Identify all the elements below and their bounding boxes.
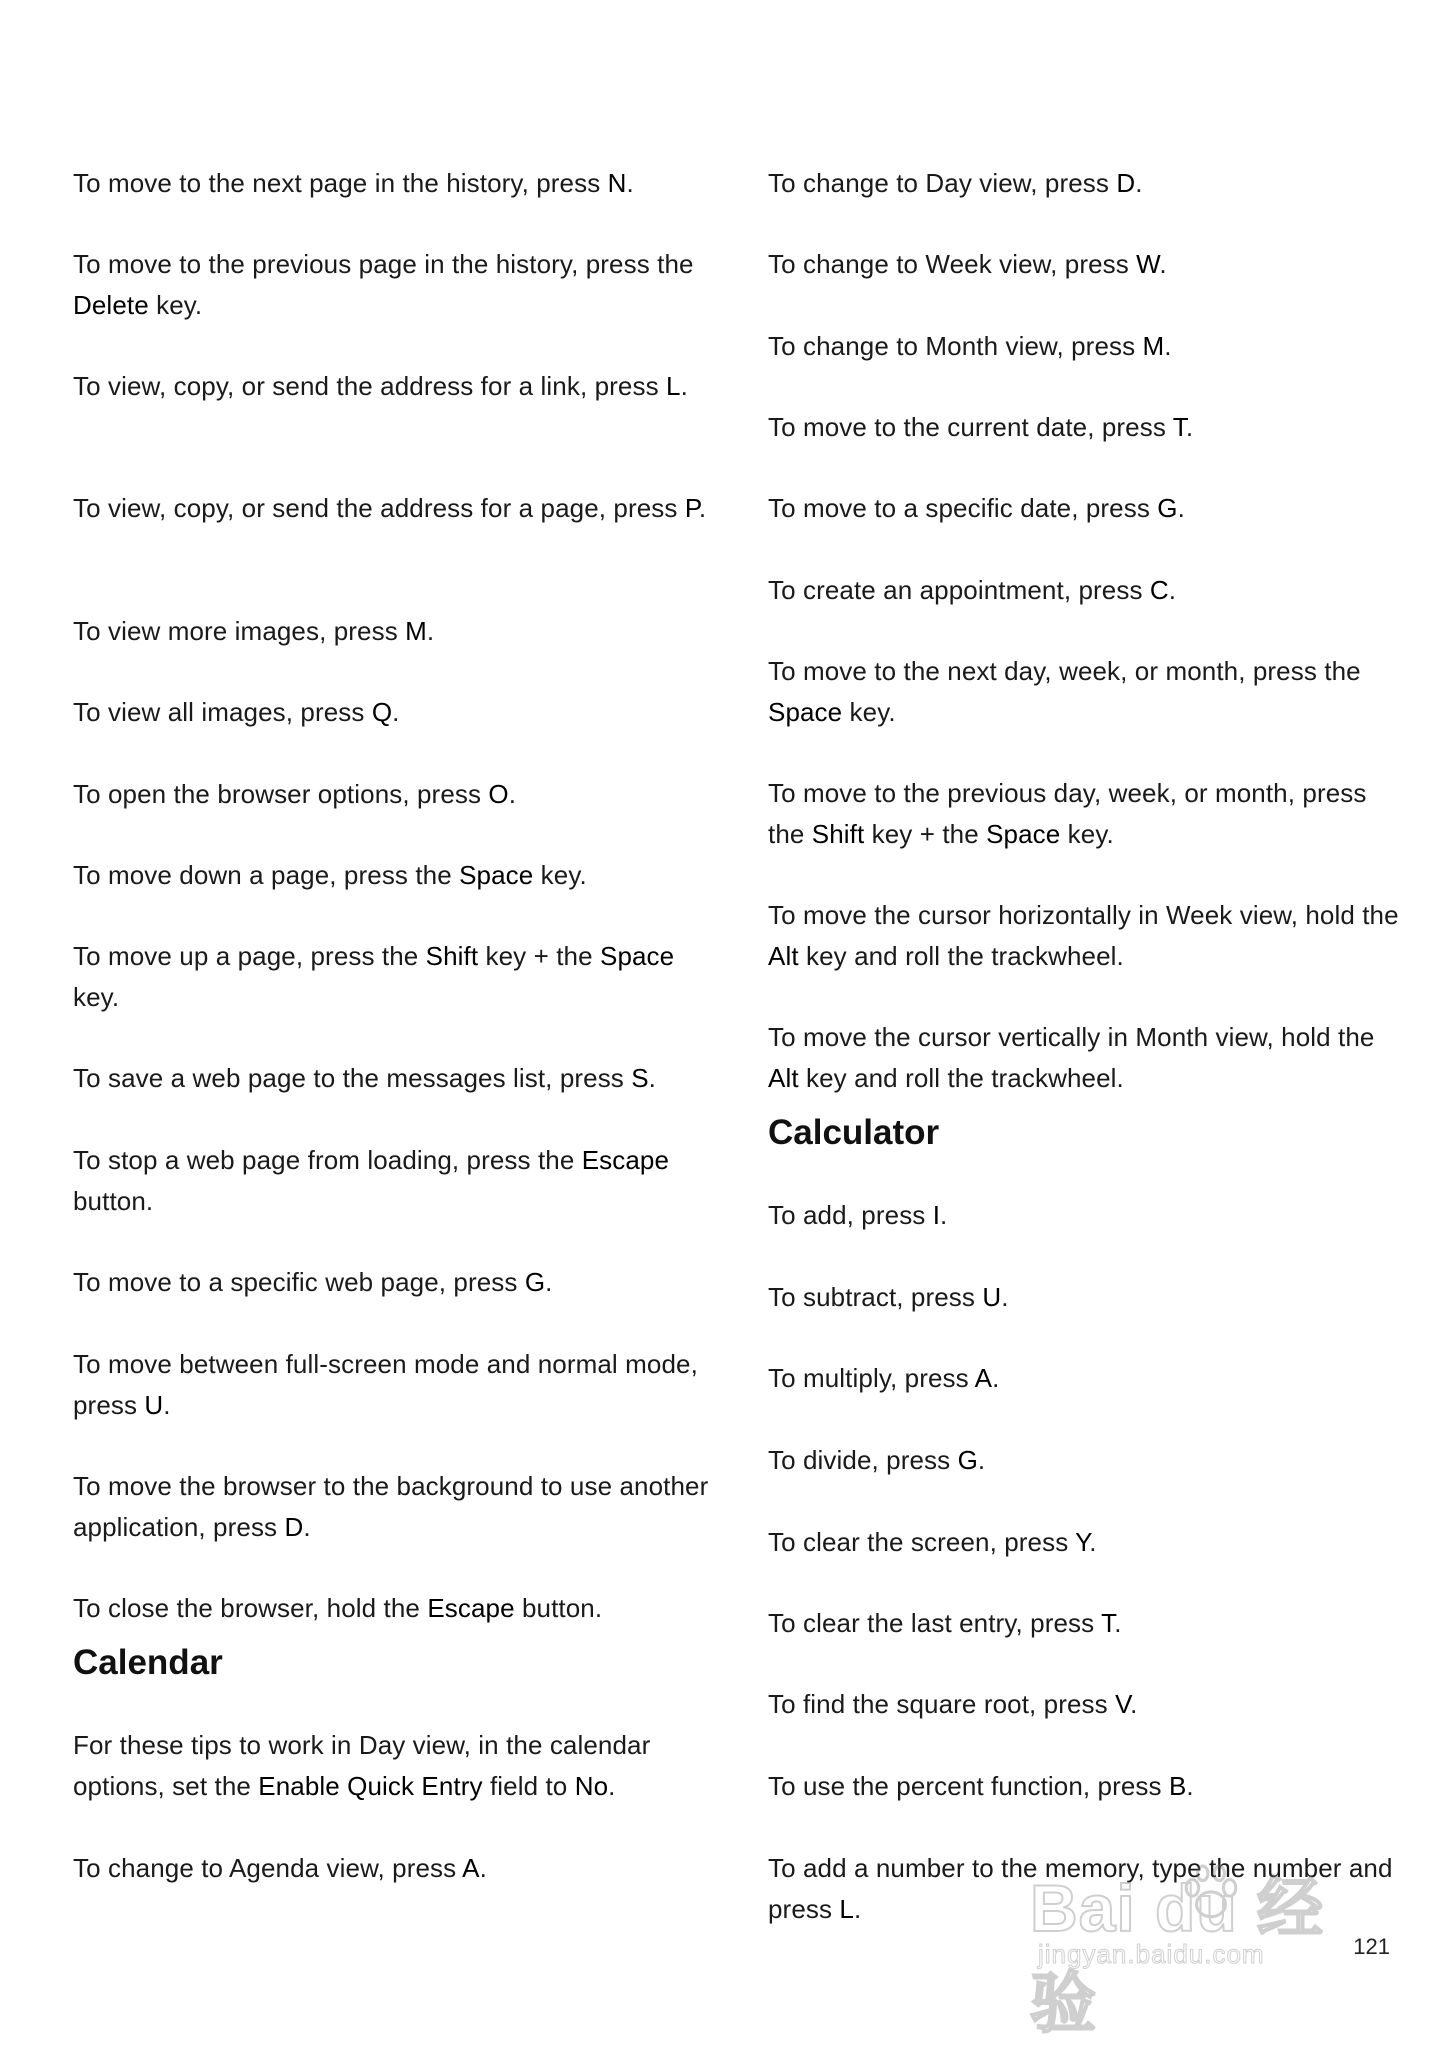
tip-item: To add, press I. [768,1200,948,1230]
tip-item: To move the cursor horizontally in Week view, hold the Alt key and roll the trackwheel. [768,900,1399,971]
watermark-url: jingyan.baidu.com [1038,1939,1265,1969]
tip-item: To move to a specific date, press G. [768,493,1185,523]
tip-item: To move to the previous page in the history, press the Delete key. [73,249,694,320]
page-number: 121 [1353,1934,1390,1959]
tip-item: To move to a specific web page, press G. [73,1267,553,1297]
tip-item: To clear the screen, press Y. [768,1527,1097,1557]
tip-item: To save a web page to the messages list, press S. [73,1063,656,1093]
tip-item: To change to Week view, press W. [768,249,1167,279]
tip-item: To move to the current date, press T. [768,412,1194,442]
tip-item: For these tips to work in Day view, in the calendar options, set the Enable Quick Entry field to No. [73,1730,651,1801]
tip-item: To view, copy, or send the address for a link, press L. [73,371,688,401]
calendar-heading: Calendar [73,1643,223,1682]
watermark-logo-text: Bai du 经验 [1030,1871,1325,2040]
tip-item: To change to Day view, press D. [768,168,1143,198]
tip-item: To open the browser options, press O. [73,779,517,809]
tip-item: To change to Agenda view, press A. [73,1853,487,1883]
tip-item: To stop a web page from loading, press the Escape button. [73,1145,670,1216]
tip-item: To subtract, press U. [768,1282,1009,1312]
calculator-heading: Calculator [768,1113,940,1152]
tip-item: To move down a page, press the Space key. [73,860,587,890]
right-column [768,0,1408,2016]
tip-item: To add a number to the memory, type the number and press L. [768,1853,1393,1924]
tip-item: To view all images, press Q. [73,697,400,727]
tip-item: To change to Month view, press M. [768,331,1172,361]
tip-item: To view more images, press M. [73,616,435,646]
tip-item: To multiply, press A. [768,1363,1000,1393]
tip-item: To move between full-screen mode and normal mode, press U. [73,1349,698,1420]
tip-item: To divide, press G. [768,1445,986,1475]
left-column [73,0,713,2016]
tip-item: To move to the next page in the history, press N. [73,168,634,198]
tip-item: To close the browser, hold the Escape button. [73,1593,603,1623]
tip-item: To move to the next day, week, or month, press the Space key. [768,656,1361,727]
tip-item: To use the percent function, press B. [768,1771,1194,1801]
tip-item: To view, copy, or send the address for a page, press P. [73,493,707,523]
tip-item: To clear the last entry, press T. [768,1608,1122,1638]
tip-item: To move the cursor vertically in Month view, hold the Alt key and roll the trackwheel. [768,1022,1375,1093]
tip-item: To create an appointment, press C. [768,575,1177,605]
tip-item: To move to the previous day, week, or month, press the Shift key + the Space key. [768,778,1367,849]
tip-item: To move up a page, press the Shift key + the Space key. [73,941,675,1012]
tip-item: To find the square root, press V. [768,1689,1138,1719]
tip-item: To move the browser to the background to use another application, press D. [73,1471,709,1542]
